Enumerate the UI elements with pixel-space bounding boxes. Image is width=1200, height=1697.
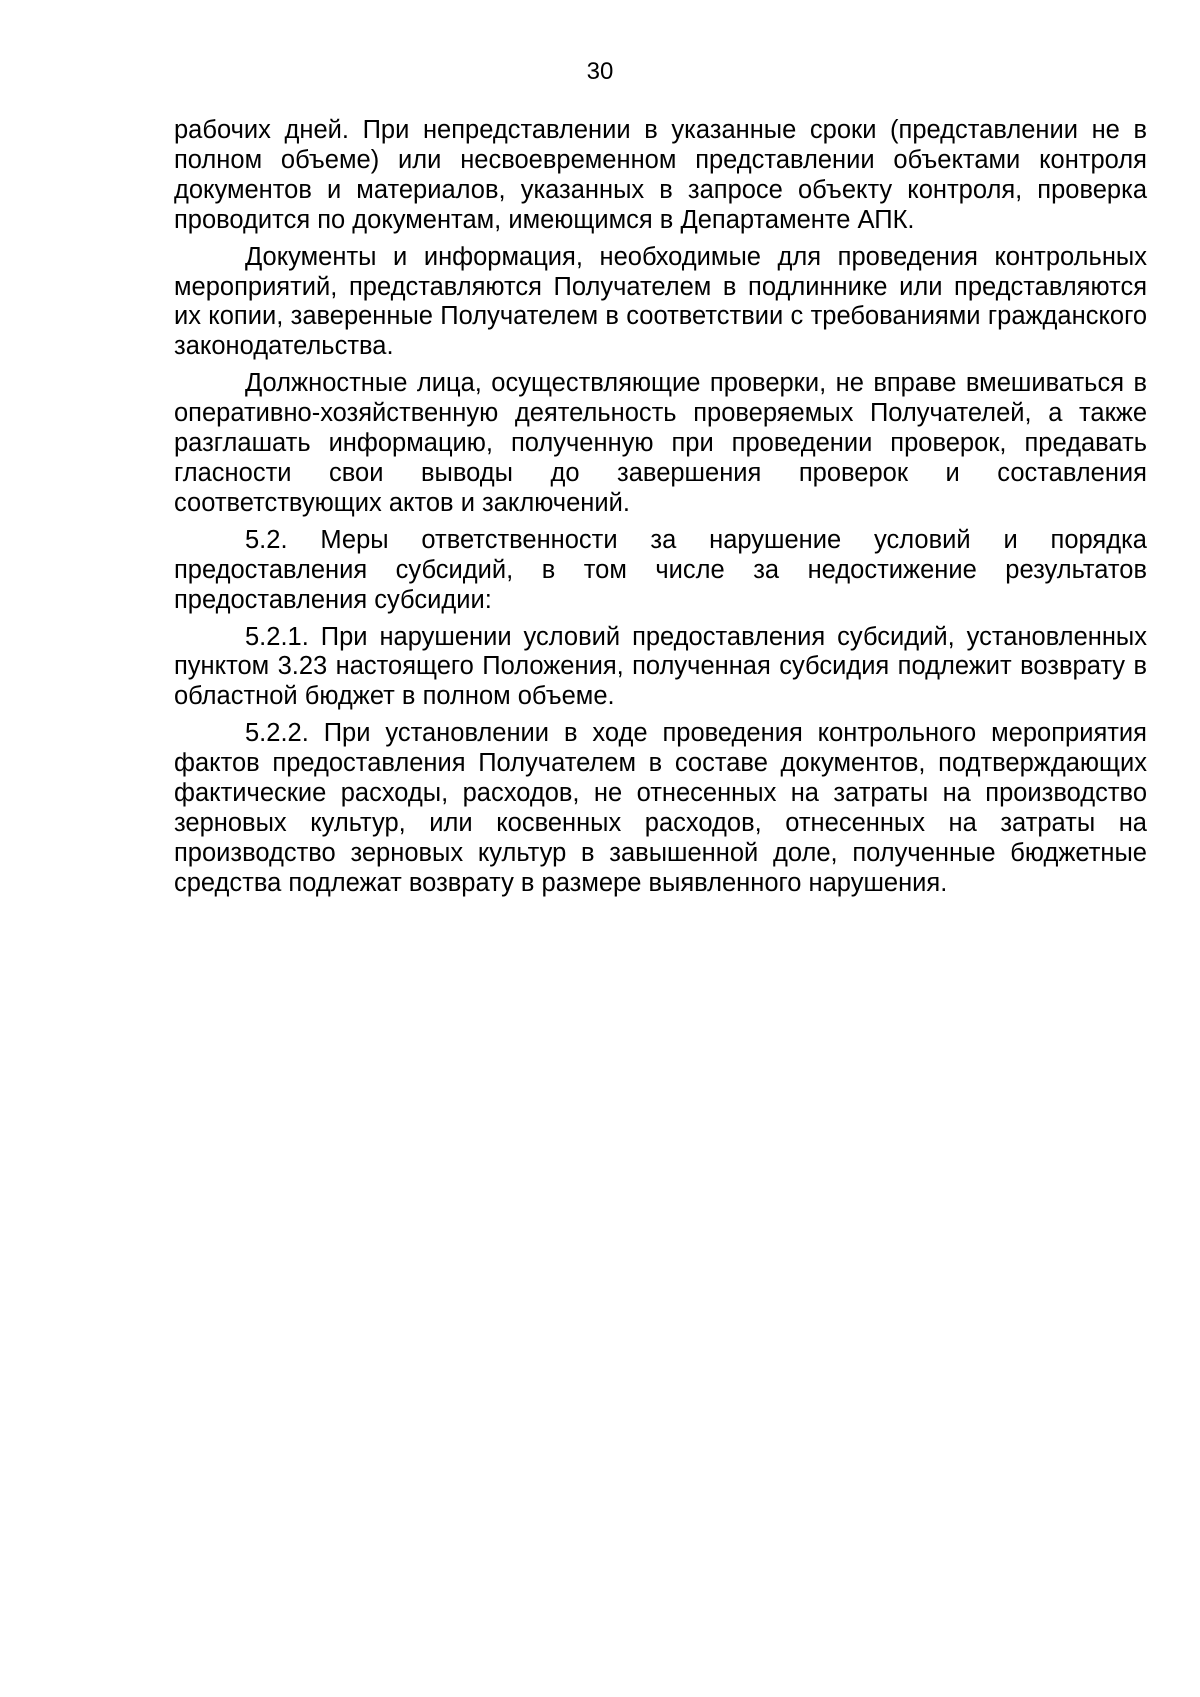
paragraph-section-5-2: 5.2. Меры ответственности за нарушение условий и порядка предоставления субсидий, в том числе за недостижение результатов предоставления субсидии: bbox=[174, 525, 1147, 614]
paragraph-documents-information: Документы и информация, необходимые для проведения контрольных мероприятий, представляются Получателем в подлиннике или представляются их копии, заверенные Получателем в соответствии с требованиями гражданского законодательства. bbox=[174, 242, 1147, 361]
paragraph-section-5-2-2: 5.2.2. При установлении в ходе проведения контрольного мероприятия фактов предоставления Получателем в составе документов, подтверждающих фактические расходы, расходов, не отнесенных на затраты на производство зерновых культур, или косвенных расходов, отнесенных на затраты на производство зерновых культур в завышенной доле, полученные бюджетные средства подлежат возврату в размере выявленного нарушения. bbox=[174, 719, 1147, 897]
paragraph-section-5-2-1: 5.2.1. При нарушении условий предоставления субсидий, установленных пунктом 3.23 настоящего Положения, полученная субсидия подлежит возврату в областной бюджет в полном объеме. bbox=[174, 622, 1147, 711]
page-number: 30 bbox=[586, 58, 614, 85]
paragraph-continuation: рабочих дней. При непредставлении в указанные сроки (представлении не в полном объеме) или несвоевременном представлении объектами контроля документов и материалов, указанных в запросе объекту контроля, проверка проводится по документам, имеющимся в Департаменте АПК. bbox=[174, 116, 1147, 234]
paragraph-officials-restrictions: Должностные лица, осуществляющие проверки, не вправе вмешиваться в оперативно-хозяйственную деятельность проверяемых Получателей, а также разглашать информацию, полученную при проведении проверок, предавать гласности свои выводы до завершения проверок и составления соответствующих актов и заключений. bbox=[174, 369, 1147, 517]
document-body bbox=[174, 116, 1147, 906]
